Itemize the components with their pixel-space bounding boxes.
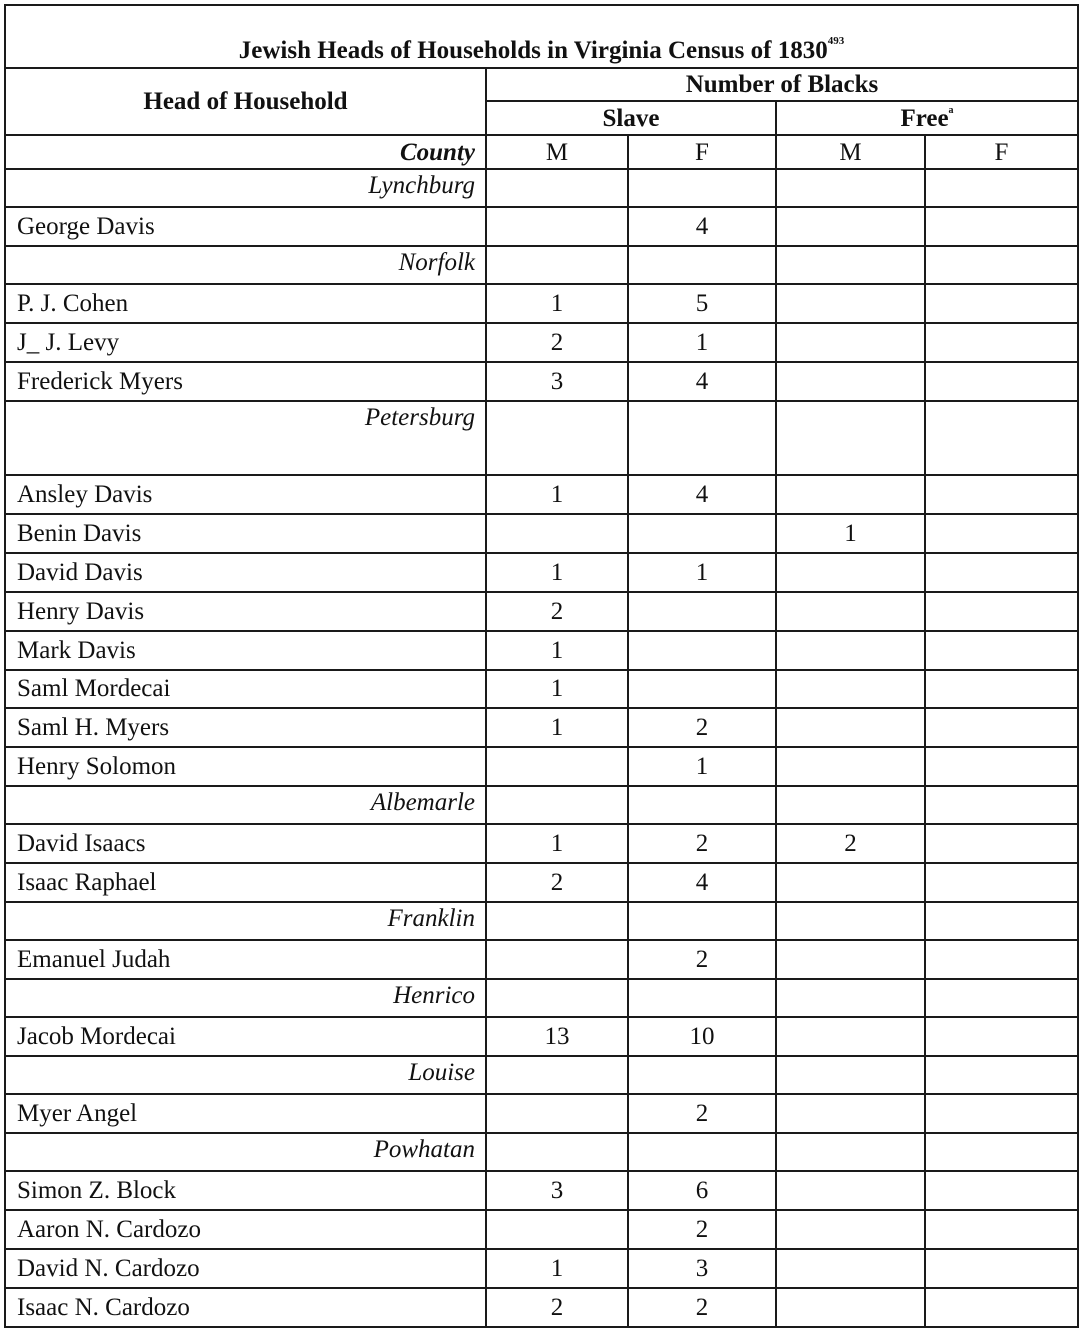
free-male-count: 2 [776,824,925,863]
county-row [5,786,1078,824]
slave-male-count: 1 [486,670,628,709]
slave-male-count: 1 [486,824,628,863]
free-male-count [776,1171,925,1210]
slave-female-count: 4 [628,863,776,902]
table-row [5,1094,1078,1133]
table-row [5,708,1078,747]
empty-cell [776,401,925,475]
table-row [5,1288,1078,1327]
slave-male-count: 1 [486,553,628,592]
empty-cell [628,902,776,940]
slave-male-header: M [486,135,628,169]
table-row [5,553,1078,592]
county-name: Henrico [5,979,486,1017]
census-table [4,4,1079,1328]
slave-male-count: 2 [486,1288,628,1327]
table-row [5,1017,1078,1056]
county-row [5,902,1078,940]
empty-cell [776,1056,925,1094]
household-head-name: Aaron N. Cardozo [5,1210,486,1249]
empty-cell [628,1056,776,1094]
county-name: Petersburg [5,401,486,475]
slave-female-count: 10 [628,1017,776,1056]
empty-cell [776,169,925,207]
slave-female-count [628,514,776,553]
number-of-blacks-header: Number of Blacks [486,68,1078,102]
slave-male-count [486,514,628,553]
free-male-count [776,940,925,979]
free-female-count [925,514,1078,553]
table-row [5,824,1078,863]
county-name: Powhatan [5,1133,486,1171]
slave-male-count: 3 [486,362,628,401]
slave-female-count: 4 [628,475,776,514]
free-male-count [776,631,925,670]
table-row [5,592,1078,631]
title-footnote-marker: 493 [827,34,845,47]
empty-cell [486,979,628,1017]
slave-female-count: 2 [628,940,776,979]
table-row [5,631,1078,670]
free-female-count [925,475,1078,514]
slave-male-count: 2 [486,863,628,902]
free-female-count [925,940,1078,979]
household-head-name: Frederick Myers [5,362,486,401]
table-row [5,323,1078,362]
slave-male-count: 2 [486,592,628,631]
free-female-count [925,1288,1078,1327]
slave-male-count [486,747,628,786]
county-name: Louise [5,1056,486,1094]
slave-female-count: 3 [628,1249,776,1288]
household-head-name: Simon Z. Block [5,1171,486,1210]
empty-cell [486,1133,628,1171]
free-female-count [925,323,1078,362]
table-row [5,1249,1078,1288]
free-male-count [776,670,925,709]
empty-cell [925,401,1078,475]
empty-cell [628,786,776,824]
slave-male-count [486,207,628,246]
empty-cell [776,979,925,1017]
free-male-count [776,207,925,246]
household-head-name: David N. Cardozo [5,1249,486,1288]
free-header-text: Free [900,104,949,132]
table-row [5,1210,1078,1249]
empty-cell [486,401,628,475]
empty-cell [628,246,776,284]
empty-cell [776,246,925,284]
head-of-household-header: Head of Household [5,68,486,136]
free-male-count [776,1249,925,1288]
slave-female-count: 2 [628,1288,776,1327]
county-row [5,1056,1078,1094]
slave-male-count: 1 [486,475,628,514]
free-male-count [776,708,925,747]
slave-male-count: 1 [486,708,628,747]
slave-female-count: 1 [628,747,776,786]
empty-cell [486,902,628,940]
slave-female-count [628,631,776,670]
free-female-count [925,708,1078,747]
free-female-count [925,670,1078,709]
county-name: Franklin [5,902,486,940]
slave-female-count: 2 [628,1094,776,1133]
free-male-count [776,284,925,323]
free-male-count: 1 [776,514,925,553]
empty-cell [628,401,776,475]
table-row [5,362,1078,401]
household-head-name: David Isaacs [5,824,486,863]
household-head-name: Myer Angel [5,1094,486,1133]
table-row [5,863,1078,902]
county-row [5,401,1078,475]
empty-cell [776,786,925,824]
table-title-text: Jewish Heads of Households in Virginia Census of 1830 [238,36,828,64]
empty-cell [486,1056,628,1094]
household-head-name: Mark Davis [5,631,486,670]
slave-female-count: 2 [628,824,776,863]
free-female-count [925,631,1078,670]
empty-cell [628,979,776,1017]
slave-female-count [628,592,776,631]
free-female-count [925,824,1078,863]
household-head-name: Jacob Mordecai [5,1017,486,1056]
table-row [5,475,1078,514]
free-male-count [776,362,925,401]
table-row [5,284,1078,323]
empty-cell [925,902,1078,940]
slave-female-header: F [628,135,776,169]
slave-male-count: 1 [486,631,628,670]
county-name: Norfolk [5,246,486,284]
empty-cell [925,169,1078,207]
slave-male-count: 13 [486,1017,628,1056]
free-male-header: M [776,135,925,169]
table-row [5,514,1078,553]
household-head-name: Ansley Davis [5,475,486,514]
free-female-count [925,207,1078,246]
slave-female-count: 1 [628,323,776,362]
free-header [776,101,1078,135]
household-head-name: Saml H. Myers [5,708,486,747]
empty-cell [925,1133,1078,1171]
slave-female-count: 1 [628,553,776,592]
slave-female-count: 4 [628,207,776,246]
slave-female-count: 5 [628,284,776,323]
empty-cell [486,169,628,207]
table-row [5,670,1078,709]
free-male-count [776,553,925,592]
slave-male-count [486,940,628,979]
empty-cell [486,786,628,824]
slave-header: Slave [486,101,776,135]
household-head-name: David Davis [5,553,486,592]
slave-female-count: 2 [628,708,776,747]
household-head-name: Henry Davis [5,592,486,631]
free-female-count [925,1094,1078,1133]
free-female-count [925,553,1078,592]
table-row [5,940,1078,979]
slave-female-count: 4 [628,362,776,401]
free-male-count [776,323,925,362]
household-head-name: Emanuel Judah [5,940,486,979]
empty-cell [628,1133,776,1171]
county-row [5,1133,1078,1171]
slave-male-count: 1 [486,284,628,323]
free-male-count [776,747,925,786]
free-male-count [776,1094,925,1133]
slave-male-count [486,1210,628,1249]
free-male-count [776,1288,925,1327]
empty-cell [776,902,925,940]
free-female-count [925,284,1078,323]
free-female-count [925,1017,1078,1056]
empty-cell [925,246,1078,284]
free-female-count [925,362,1078,401]
free-female-count [925,1210,1078,1249]
county-row [5,979,1078,1017]
slave-male-count: 3 [486,1171,628,1210]
empty-cell [925,786,1078,824]
slave-female-count: 2 [628,1210,776,1249]
county-column-label: County [5,135,486,169]
free-female-count [925,863,1078,902]
household-head-name: Isaac N. Cardozo [5,1288,486,1327]
county-name: Lynchburg [5,169,486,207]
free-female-count [925,1249,1078,1288]
household-head-name: P. J. Cohen [5,284,486,323]
empty-cell [776,1133,925,1171]
empty-cell [925,979,1078,1017]
household-head-name: Isaac Raphael [5,863,486,902]
free-male-count [776,592,925,631]
table-row [5,1171,1078,1210]
household-head-name: Saml Mordecai [5,670,486,709]
empty-cell [486,246,628,284]
household-head-name: George Davis [5,207,486,246]
household-head-name: Henry Solomon [5,747,486,786]
free-female-count [925,1171,1078,1210]
table-title [5,5,1078,68]
slave-male-count: 1 [486,1249,628,1288]
free-male-count [776,863,925,902]
county-row [5,246,1078,284]
free-male-count [776,1017,925,1056]
empty-cell [925,1056,1078,1094]
household-head-name: Benin Davis [5,514,486,553]
free-male-count [776,475,925,514]
slave-female-count [628,670,776,709]
free-female-header: F [925,135,1078,169]
slave-male-count [486,1094,628,1133]
slave-female-count: 6 [628,1171,776,1210]
county-row [5,169,1078,207]
free-male-count [776,1210,925,1249]
county-name: Albemarle [5,786,486,824]
empty-cell [628,169,776,207]
free-female-count [925,592,1078,631]
table-row [5,207,1078,246]
household-head-name: J_ J. Levy [5,323,486,362]
slave-male-count: 2 [486,323,628,362]
free-female-count [925,747,1078,786]
free-footnote-marker: a [948,104,954,116]
table-row [5,747,1078,786]
